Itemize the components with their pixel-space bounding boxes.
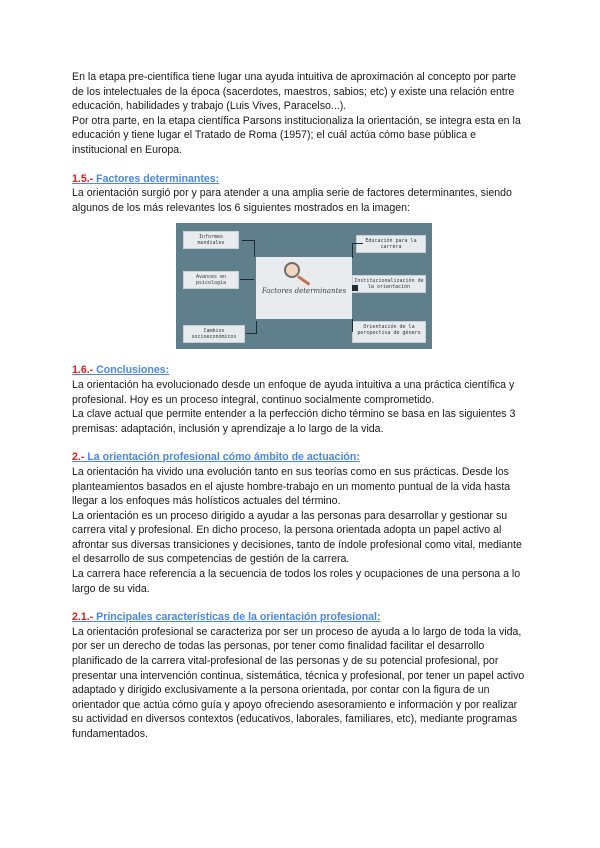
section-1-5-heading [72, 172, 530, 187]
arrow-icon [352, 319, 353, 332]
document-page [72, 70, 530, 742]
section-2-paragraph-3: La carrera hace referencia a la secuencia de todos los roles y ocupaciones de una persona a lo largo de su vida. [72, 568, 521, 595]
section-number: 1.5.- [72, 172, 94, 185]
section-number: 2.1.- [72, 611, 94, 624]
arrow-icon [352, 285, 358, 291]
section-number: 1.6.- [72, 364, 94, 377]
section-1-6-heading [72, 363, 530, 378]
section-title: La orientación profesional cómo ámbito de actuación: [87, 451, 360, 464]
intro-paragraph-1: En la etapa pre-científica tiene lugar una ayuda intuitiva de aproximación al concepto por parte de los intelectuales de la época (sacerdotes, maestros, sabios; etc) y existe una relación entre educación, habilidades y trabajo (Luis Vives, Paracelso...). [72, 71, 517, 113]
section-2-paragraph-1: La orientación ha vivido una evolución tanto en sus teorías como en sus prácticas. Desde los planteamientos basados en el ajuste hombre-trabajo en un momento puntual de la vida hasta llegar a los enfoques más holísticos actuales del término. [72, 465, 511, 508]
section-1-6-paragraph-2: La clave actual que permite entender a la perfección dicho término se basa en las siguientes 3 premisas: adaptación, inclusión y aprendizaje a lo largo de la vida. [72, 408, 516, 435]
factores-figure [176, 223, 432, 349]
intro-paragraph-2: Por otra parte, en la etapa científica Parsons institucionaliza la orientación, se integra esta en la educación y tiene lugar el Tratado de Roma (1957); el cuál actúa cómo base pública e institucional en Europa. [72, 114, 521, 156]
section-title: Conclusiones: [96, 364, 170, 377]
section-title: Principales características de la orientación profesional: [96, 611, 381, 624]
factor-box: Orientación de la perspectiva de género [352, 321, 426, 343]
section-2-heading [72, 450, 530, 465]
section-1-6-paragraph-1: La orientación ha evolucionado desde un enfoque de ayuda intuitiva a una práctica científica y profesional. Hoy es un proceso integral, continuo socialmente comprometido. [72, 378, 515, 406]
factor-box: Informes mundiales [183, 231, 239, 249]
factor-box: Educación para la carrera [356, 235, 426, 253]
section-title: Factores determinantes: [96, 172, 220, 185]
center-panel [256, 257, 352, 319]
section-number: 2.- [72, 451, 85, 464]
magnifier-handle [297, 276, 310, 286]
factor-box: Avances en psicología [183, 271, 239, 289]
factor-box: Cambios socioeconómicos [183, 325, 245, 343]
center-label: Factores determinantes [261, 287, 347, 296]
arrow-icon [242, 240, 255, 257]
section-2-1-heading [72, 610, 530, 625]
arrow-icon [240, 279, 254, 280]
section-2-paragraph-2: La orientación es un proceso dirigido a ayudar a las personas para desarrollar y gestionar su carrera vital y profesional. En dicho proceso, la persona orientada adopta un papel activo al afrontar sus diversas transiciones y decisiones, tanto de índole profesional como vital, mediante el desarrollo de sus competencias de gestión de la carrera. [72, 509, 522, 566]
section-1-5-paragraph: La orientación surgió por y para atender a una amplia serie de factores determinantes, siendo algunos de los más relevantes los 6 siguientes mostrados en la imagen: [72, 187, 512, 214]
arrow-icon [246, 321, 257, 334]
arrow-icon [352, 243, 363, 258]
section-2-1-paragraph: La orientación profesional se caracteriza por ser un proceso de ayuda a lo largo de toda la vida, por ser un derecho de todas las personas, por tener como finalidad facilitar el desarrollo planificado de la carrera vital-profesional de las personas y de su potencial profesional, por presentar una intervención continua, sistemática, técnica y profesional, por tener un papel activo adaptado y dirigido exclusivamente a la persona orientada, por contar con la figura de un orientador que actúa cómo guía y apoyo ofreciendo asesoramiento e información y por realizar su actividad en diversos contextos (educativos, laborales, familiares, etc), mediante programas fundamentados. [72, 625, 525, 740]
factor-box: Institucionalización de la orientación [352, 275, 426, 293]
